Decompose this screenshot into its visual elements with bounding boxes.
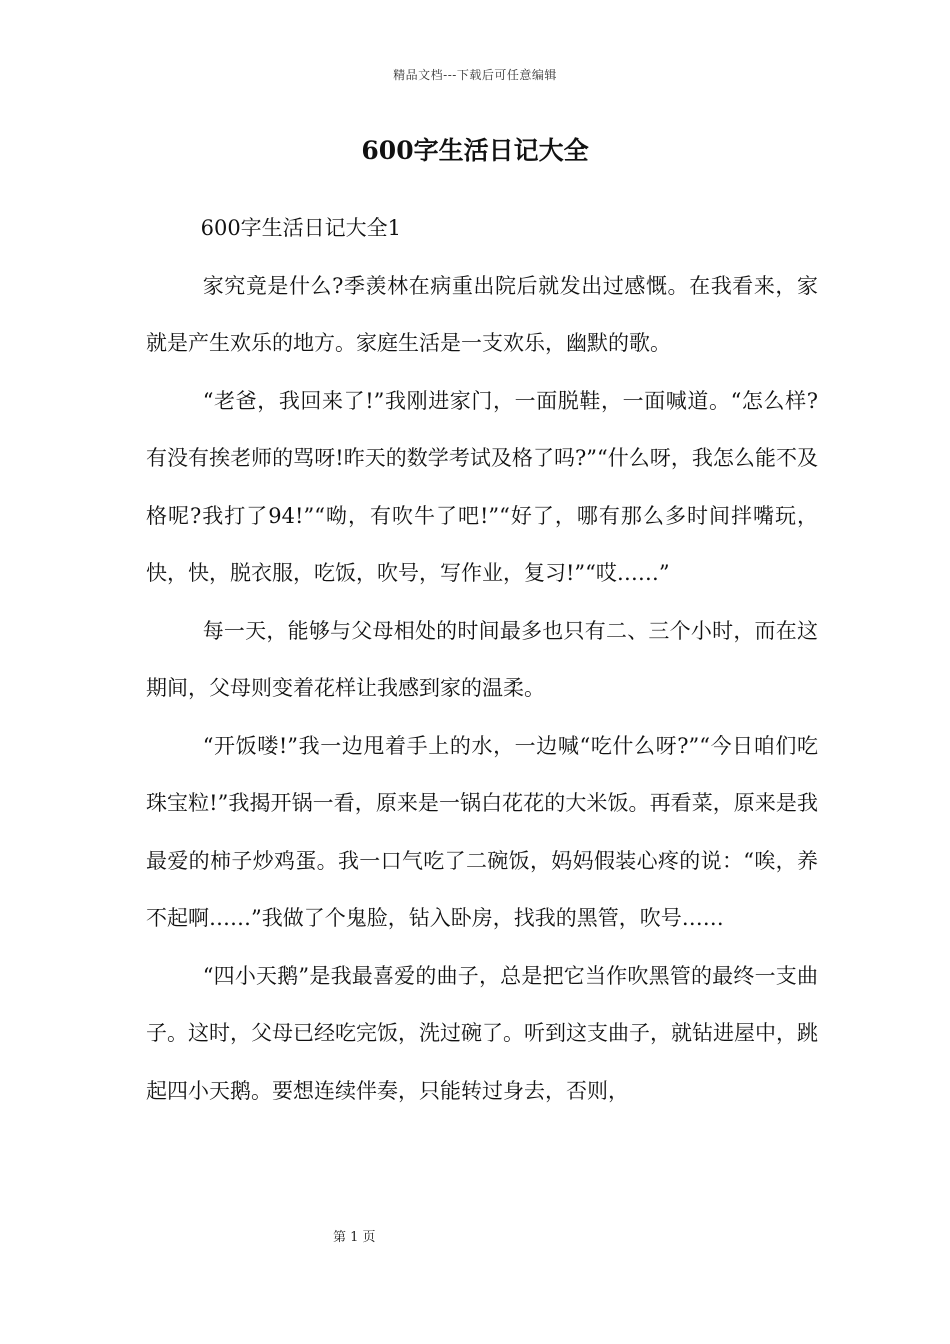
paragraph-3: 每一天，能够与父母相处的时间最多也只有二、三个小时，而在这期间，父母则变着花样让我感到家的温柔。: [146, 618, 818, 700]
section-subheading: 600字生活日记大全1: [200, 216, 402, 240]
paragraph-2: “老爸，我回来了!”我刚进家门，一面脱鞋，一面喊道。“怎么样?有没有挨老师的骂呀!昨天的数学考试及格了吗?”“什么呀，我怎么能不及格呢?我打了94!”“呦，有吹牛了吧!”“好了，哪有那么多时间拌嘴玩，快，快，脱衣服，吃饭，吹号，写作业，复习!”“哎……”: [146, 388, 818, 585]
page-number: 第 1 页: [333, 1230, 376, 1245]
document-title: 600字生活日记大全: [361, 136, 589, 165]
paragraph-4: “开饭喽!”我一边甩着手上的水，一边喊“吃什么呀?”“今日咱们吃珠宝粒!”我揭开锅一看，原来是一锅白花花的大米饭。再看菜，原来是我最爱的柿子炒鸡蛋。我一口气吃了二碗饭，妈妈假装心疼的说：“唉，养不起啊……”我做了个鬼脸，钻入卧房，找我的黑管，吹号……: [146, 733, 818, 930]
header-note: 精品文档---下载后可任意编辑: [393, 68, 557, 82]
paragraph-1: 家究竟是什么?季羡林在病重出院后就发出过感慨。在我看来，家就是产生欢乐的地方。家庭生活是一支欢乐，幽默的歌。: [146, 273, 818, 355]
paragraph-5: “四小天鹅”是我最喜爱的曲子，总是把它当作吹黑管的最终一支曲子。这时，父母已经吃完饭，洗过碗了。听到这支曲子，就钻进屋中，跳起四小天鹅。要想连续伴奏，只能转过身去，否则，: [146, 963, 818, 1103]
document-body: [146, 200, 818, 1120]
